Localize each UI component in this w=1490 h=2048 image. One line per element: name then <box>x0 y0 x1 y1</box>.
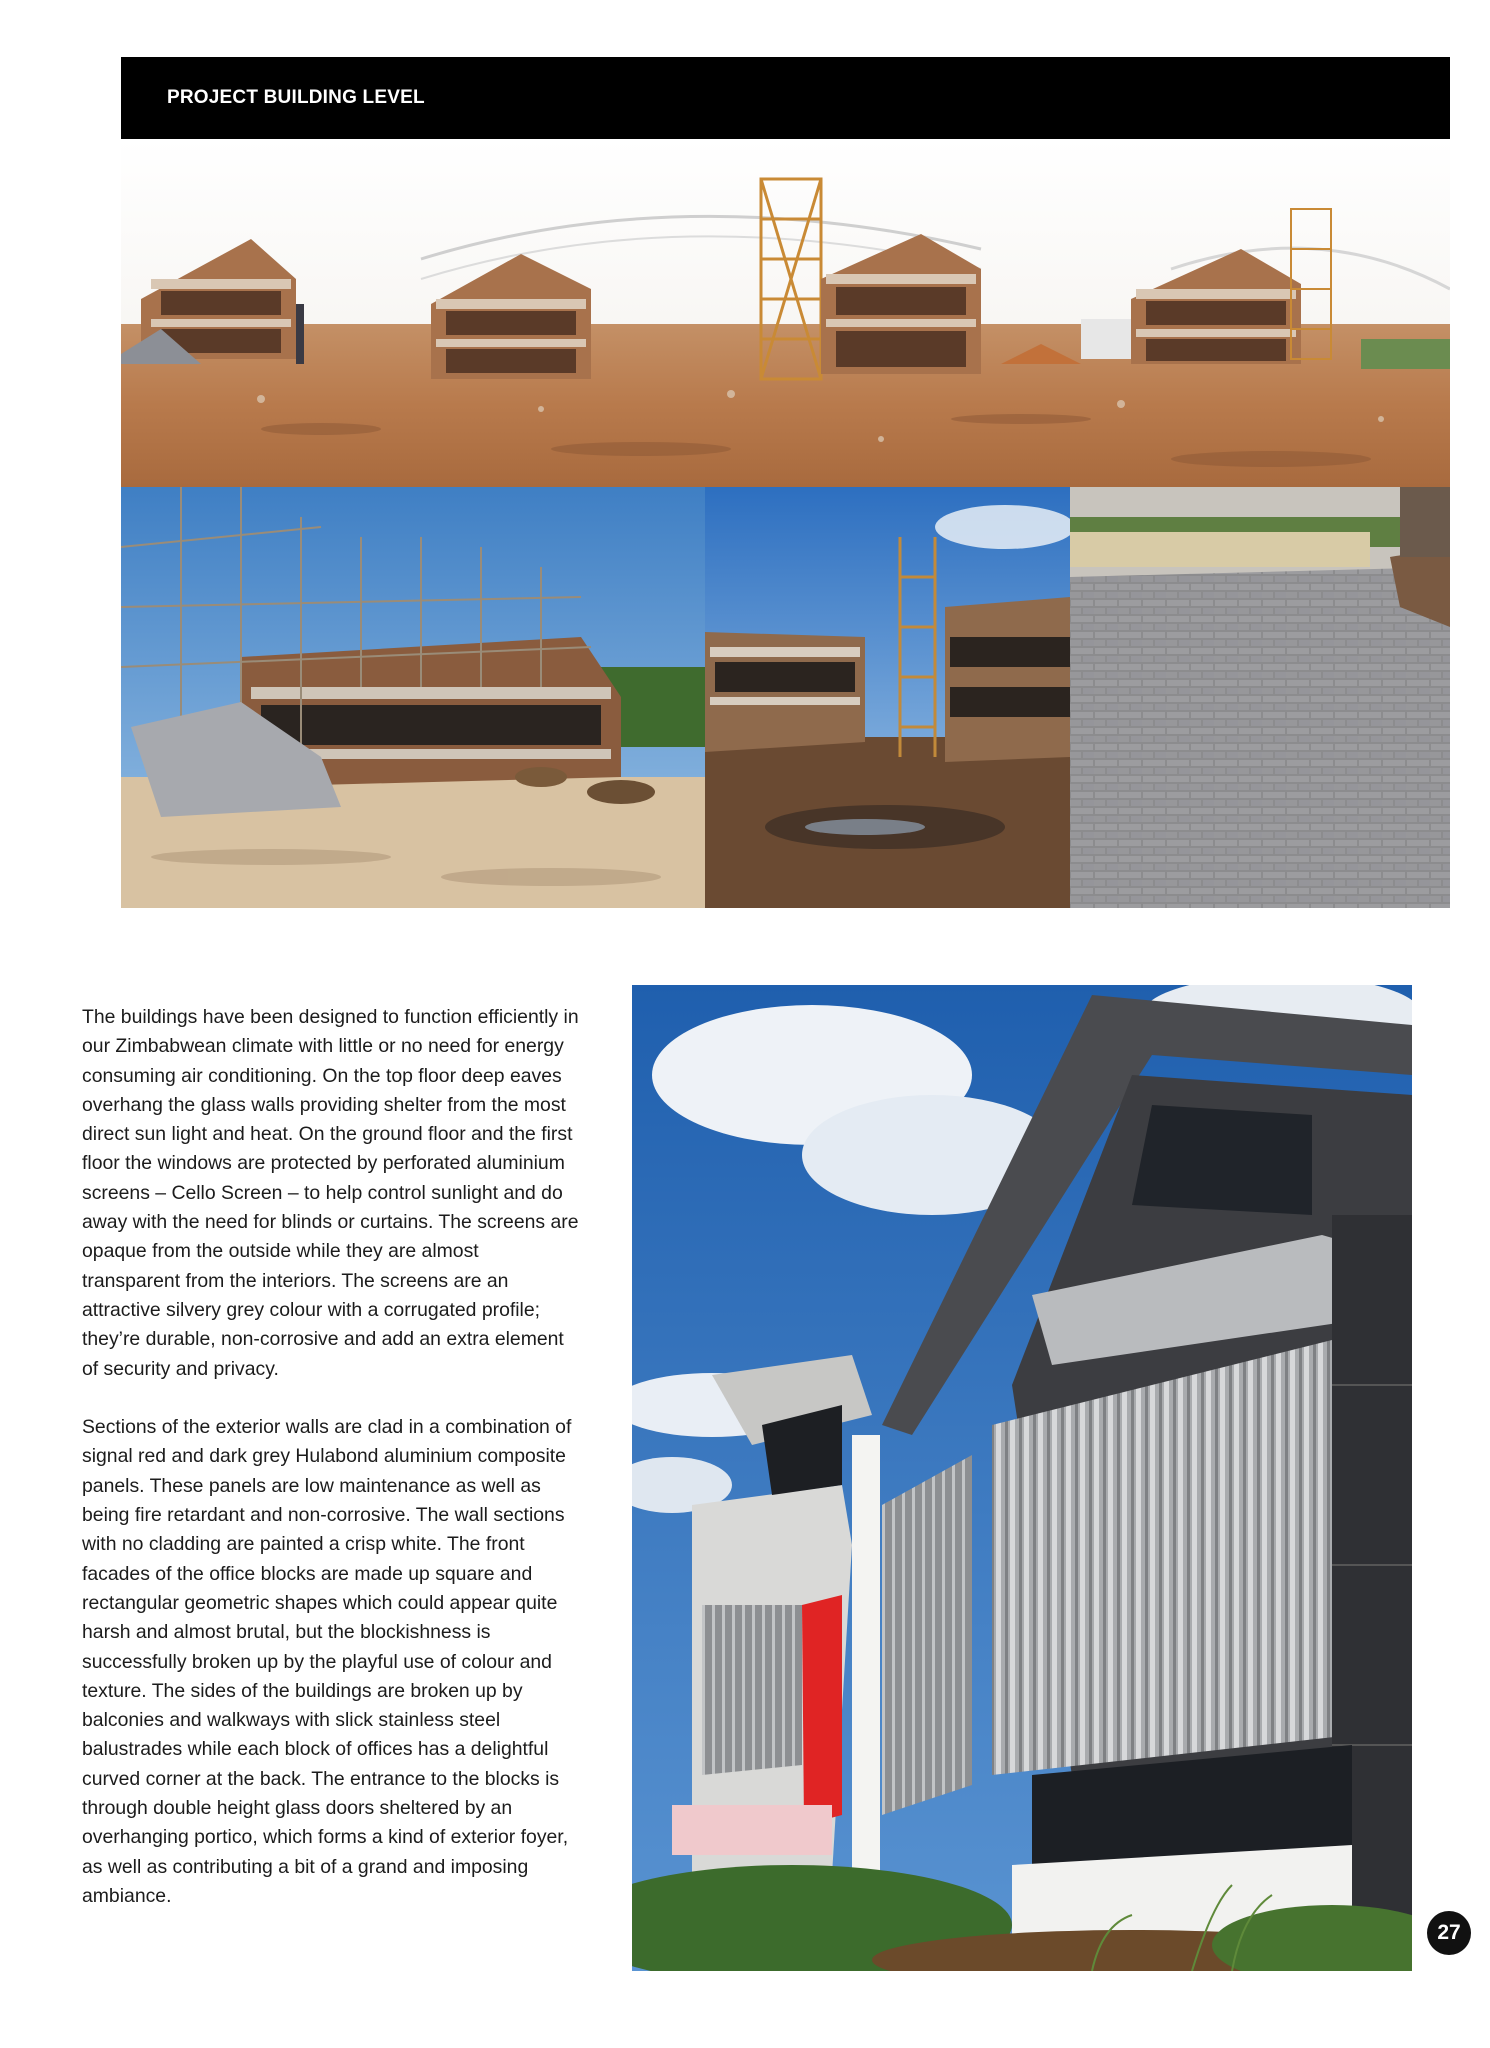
construction-panorama-photo <box>121 139 1450 487</box>
paved-courtyard-photo <box>1070 487 1450 908</box>
article-body <box>82 1003 582 1941</box>
scaffolded-building-photo <box>121 487 705 908</box>
section-header-banner <box>121 57 1450 139</box>
page-number-badge: 27 <box>1427 1911 1471 1955</box>
section-title: PROJECT BUILDING LEVEL <box>167 87 425 108</box>
article-paragraph: Sections of the exterior walls are clad in a combination of signal red and dark grey Hulabond aluminium composite panels. These panels are low maintenance as well as being fire retardant and non-corrosive. The wall sections with no cladding are painted a crisp white. The front facades of the office blocks are made up square and rectangular geometric shapes which could appear quite harsh and almost brutal, but the blockishness is successfully broken up by the playful use of colour and texture. The sides of the buildings are broken up by balconies and walkways with slick stainless steel balustrades while each block of offices has a delightful curved corner at the back. The entrance to the blocks is through double height glass doors sheltered by an overhanging portico, which forms a kind of exterior foyer, as well as contributing a bit of a grand and imposing ambiance. <box>82 1416 572 1907</box>
article-paragraph: The buildings have been designed to function efficiently in our Zimbabwean climate with little or no need for energy consuming air conditioning. On the top floor deep eaves overhang the glass walls providing shelter from the most direct sun light and heat. On the ground floor and the first floor the windows are protected by perforated aluminium screens – Cello Screen – to help control sunlight and do away with the need for blinds or curtains. The screens are opaque from the outside while they are almost transparent from the interiors. The screens are an attractive silvery grey colour with a corrugated profile; they’re durable, non-corrosive and add an extra element of security and privacy. <box>82 1006 579 1380</box>
completed-office-facade-photo <box>632 985 1412 1971</box>
scaffold-tower-photo <box>705 487 1070 908</box>
